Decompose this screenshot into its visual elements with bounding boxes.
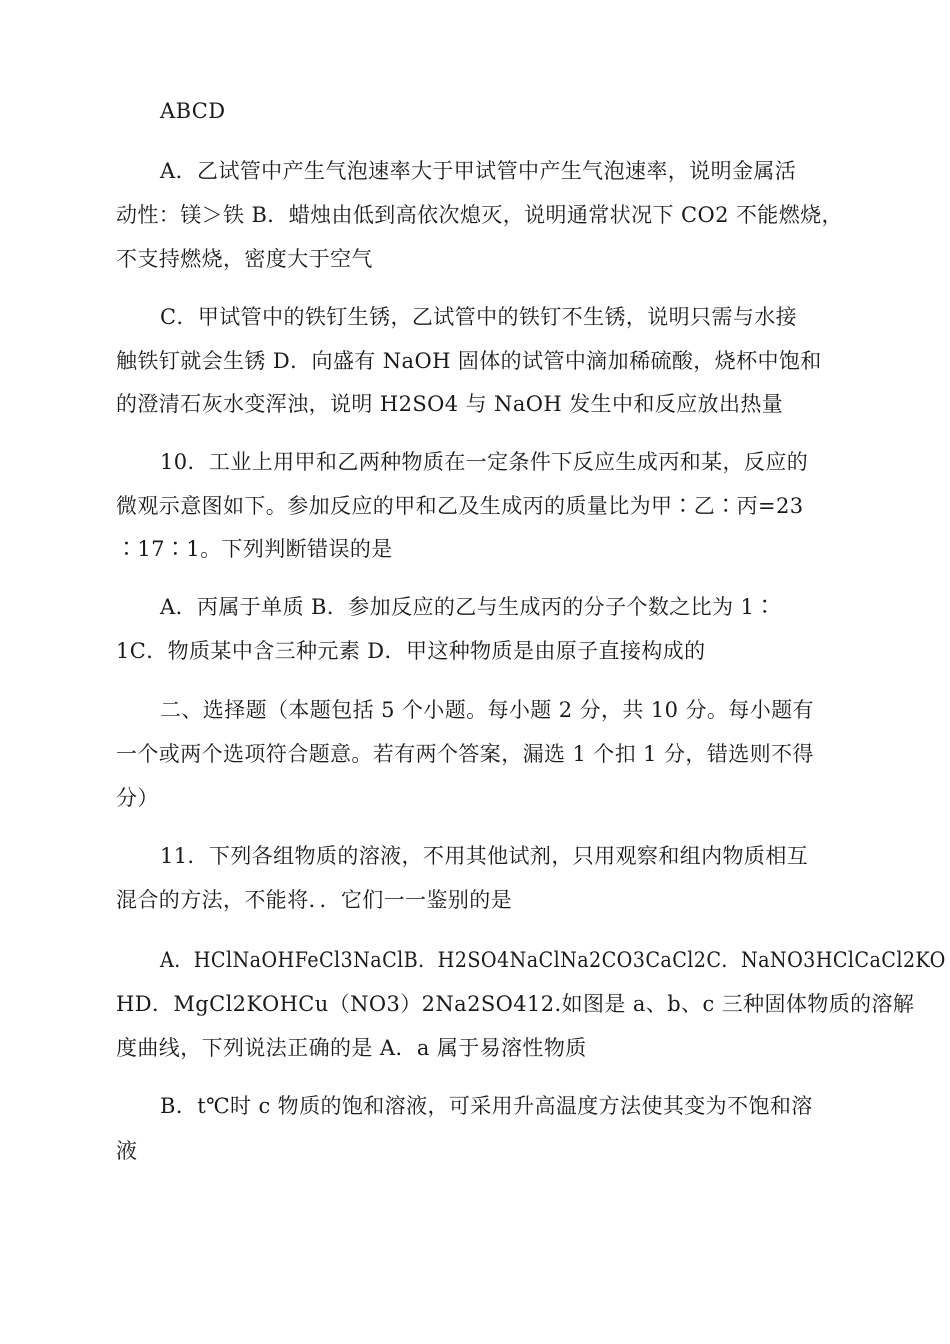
text-line: 液 xyxy=(116,1139,138,1163)
text-line: A．乙试管中产生气泡速率大于甲试管中产生气泡速率，说明金属活 xyxy=(160,159,797,183)
text-line: HD．MgCl2KOHCu（NO3）2Na2SO412.如图是 a、b、c 三种固体物质的溶解 xyxy=(116,992,915,1016)
text-line: 1C．物质某中含三种元素 D．甲这种物质是由原子直接构成的 xyxy=(116,639,706,663)
text-line: 混合的方法，不能将．．它们一一鉴别的是 xyxy=(116,888,513,912)
text-line: 度曲线，下列说法正确的是 A．a 属于易溶性物质 xyxy=(116,1036,587,1060)
text-line: 11．下列各组物质的溶液，不用其他试剂，只用观察和组内物质相互 xyxy=(160,844,809,868)
text-line: 一个或两个选项符合题意。若有两个答案，漏选 1 个扣 1 分，错选则不得 xyxy=(116,742,814,766)
text-line: 10．工业上用甲和乙两种物质在一定条件下反应生成丙和某，反应的 xyxy=(160,450,809,474)
text-line: B．t℃时 c 物质的饱和溶液，可采用升高温度方法使其变为不饱和溶 xyxy=(160,1094,813,1118)
text-line: 分） xyxy=(116,786,159,810)
text-line: A．HClNaOHFeCl3NaClB．H2SO4NaClNa2CO3CaCl2C．NaNO3HClCaCl2KO xyxy=(160,948,946,972)
text-line: C．甲试管中的铁钉生锈，乙试管中的铁钉不生锈，说明只需与水接 xyxy=(160,305,798,329)
text-line: 动性：镁＞铁 B．蜡烛由低到高依次熄灭，说明通常状况下 CO2 不能燃烧， xyxy=(116,203,843,227)
text-line: ABCD xyxy=(160,99,226,123)
text-line: 不支持燃烧，密度大于空气 xyxy=(116,247,373,271)
text-line: 的澄清石灰水变浑浊，说明 H2SO4 与 NaOH 发生中和反应放出热量 xyxy=(116,392,784,416)
text-line: 触铁钉就会生锈 D．向盛有 NaOH 固体的试管中滴加稀硫酸，烧杯中饱和 xyxy=(116,349,822,373)
text-line: 微观示意图如下。参加反应的甲和乙及生成丙的质量比为甲∶乙∶丙=23 xyxy=(116,494,804,518)
text-line: 二、选择题（本题包括 5 个小题。每小题 2 分，共 10 分。每小题有 xyxy=(160,698,814,722)
text-line: ∶17∶1。下列判断错误的是 xyxy=(116,537,393,561)
text-line: A．丙属于单质 B．参加反应的乙与生成丙的分子个数之比为 1∶ xyxy=(160,595,776,619)
